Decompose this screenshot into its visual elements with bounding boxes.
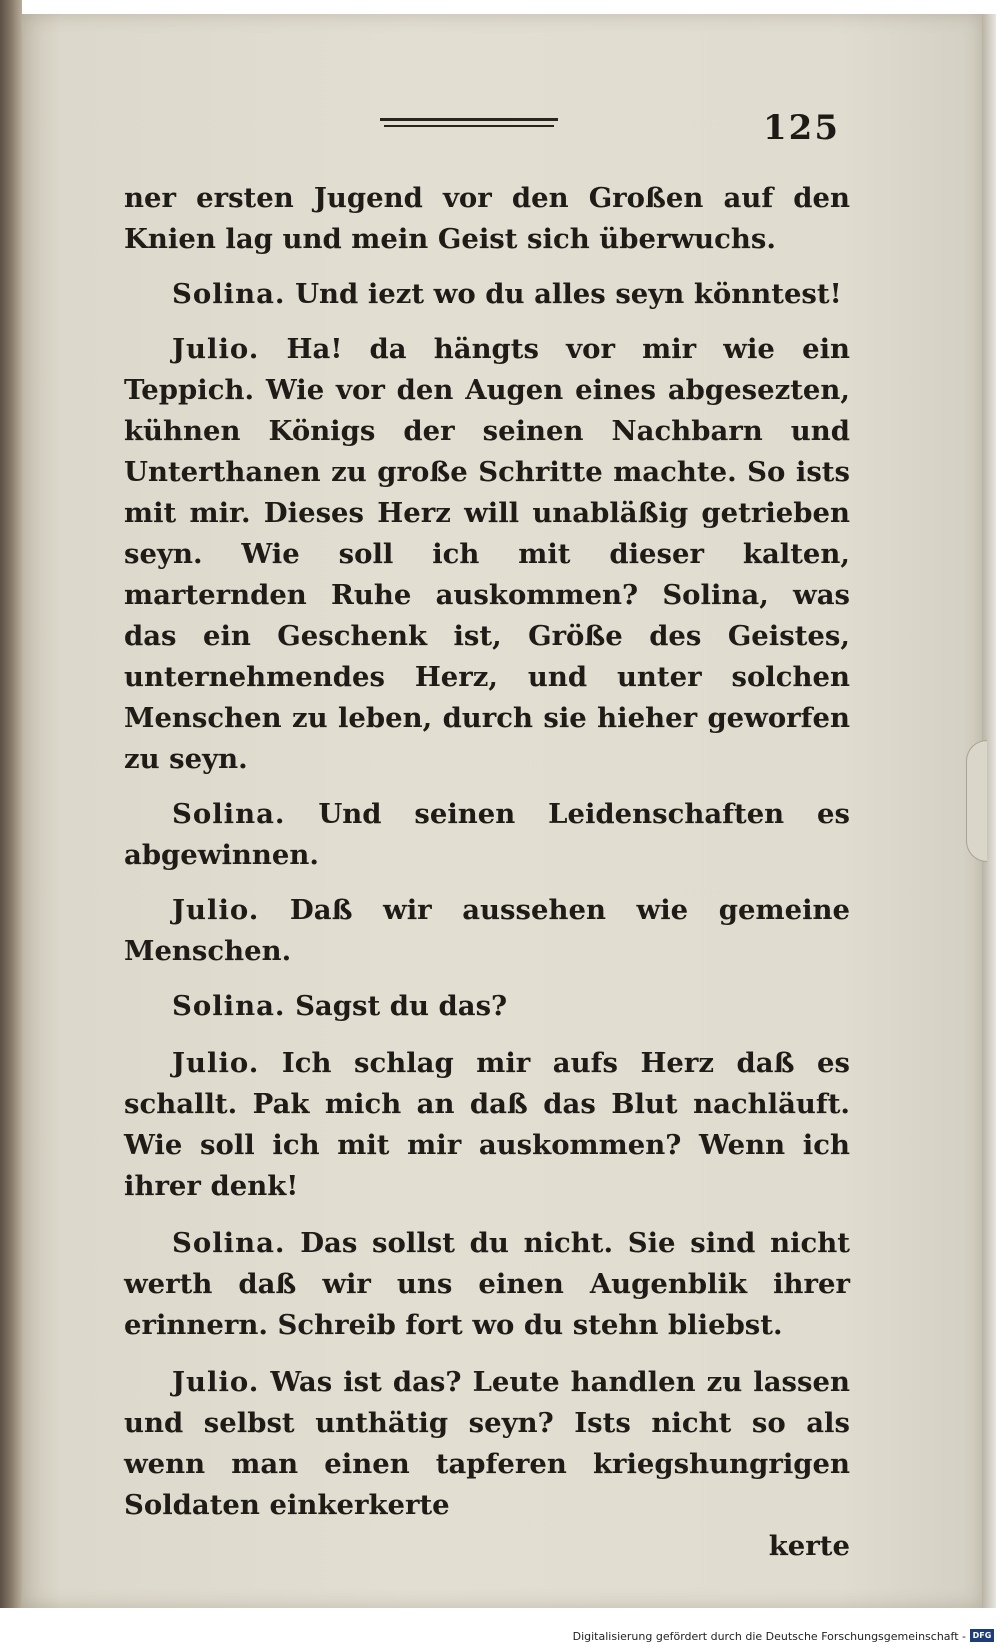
catchword: kerte: [768, 1530, 850, 1562]
paragraph-text: Was ist das? Leute handlen zu lassen und selbst unthätig seyn? Ists nicht so als wenn man einen tapferen kriegshungrigen Soldaten einkerkerte: [124, 1366, 851, 1521]
dialogue-paragraph: [124, 794, 850, 876]
speaker-name: Solina.: [172, 278, 286, 310]
dialogue-paragraph: [124, 329, 850, 780]
page-number: 125: [763, 108, 840, 148]
dfg-logo: DFG: [970, 1629, 994, 1642]
paragraph-text: Das sollst du nicht. Sie sind nicht werth daß wir uns einen Augenblik ihrer erinnern. Schreib fort wo du stehn bliebst.: [124, 1227, 851, 1341]
header-rule-thick: [380, 118, 558, 121]
header-rule-thin: [384, 125, 554, 127]
paragraph-text: Sagst du das?: [295, 990, 508, 1022]
speaker-name: Solina.: [172, 990, 286, 1022]
page-text: [124, 178, 850, 1567]
speaker-name: Solina.: [172, 1227, 286, 1259]
speaker-name: Solina.: [172, 798, 286, 830]
dialogue-paragraph: [124, 1043, 850, 1207]
paragraph-continuation: [124, 178, 850, 260]
paragraph-text: Und seinen Leidenschaften es abgewinnen.: [124, 798, 850, 871]
dialogue-paragraph: [124, 1223, 850, 1346]
dialogue-paragraph: [124, 1362, 850, 1526]
paragraph-text: Daß wir aussehen wie gemeine Menschen.: [124, 894, 851, 967]
speaker-name: Julio.: [172, 894, 260, 926]
speaker-name: Julio.: [172, 1047, 260, 1079]
dialogue-paragraph: [124, 274, 850, 315]
paragraph-text: Ha! da hängts vor mir wie ein Teppich. Wie vor den Augen eines abgesezten, kühnen Königs der seinen Nachbarn und Unterthanen zu große Schritte machte. So ists mit mir. Dieses Herz will unabläßig getrieben seyn. Wie soll ich mit dieser kalten, marternden Ruhe auskommen? Solina, was das ein Geschenk ist, Größe des Geistes, unternehmendes Herz, und unter solchen Menschen zu leben, durch sie hieher geworfen zu seyn.: [124, 333, 851, 775]
paragraph-text: Ich schlag mir aufs Herz daß es schallt. Pak mich an daß das Blut nachläuft. Wie soll ich mit mir auskommen? Wenn ich ihrer denk!: [124, 1047, 851, 1202]
speaker-name: Julio.: [172, 333, 260, 365]
paragraph-text: ner ersten Jugend vor den Großen auf den Knien lag und mein Geist sich überwuchs.: [124, 182, 850, 255]
page-tab-notch: [966, 740, 987, 862]
dialogue-paragraph: [124, 986, 850, 1027]
speaker-name: Julio.: [172, 1366, 260, 1398]
paragraph-text: Und iezt wo du alles seyn könntest!: [295, 278, 842, 310]
dialogue-paragraph: [124, 890, 850, 972]
digitization-credit: Digitalisierung gefördert durch die Deutsche Forschungsgemeinschaft -: [572, 1630, 966, 1643]
book-spine-edge: [0, 0, 22, 1608]
